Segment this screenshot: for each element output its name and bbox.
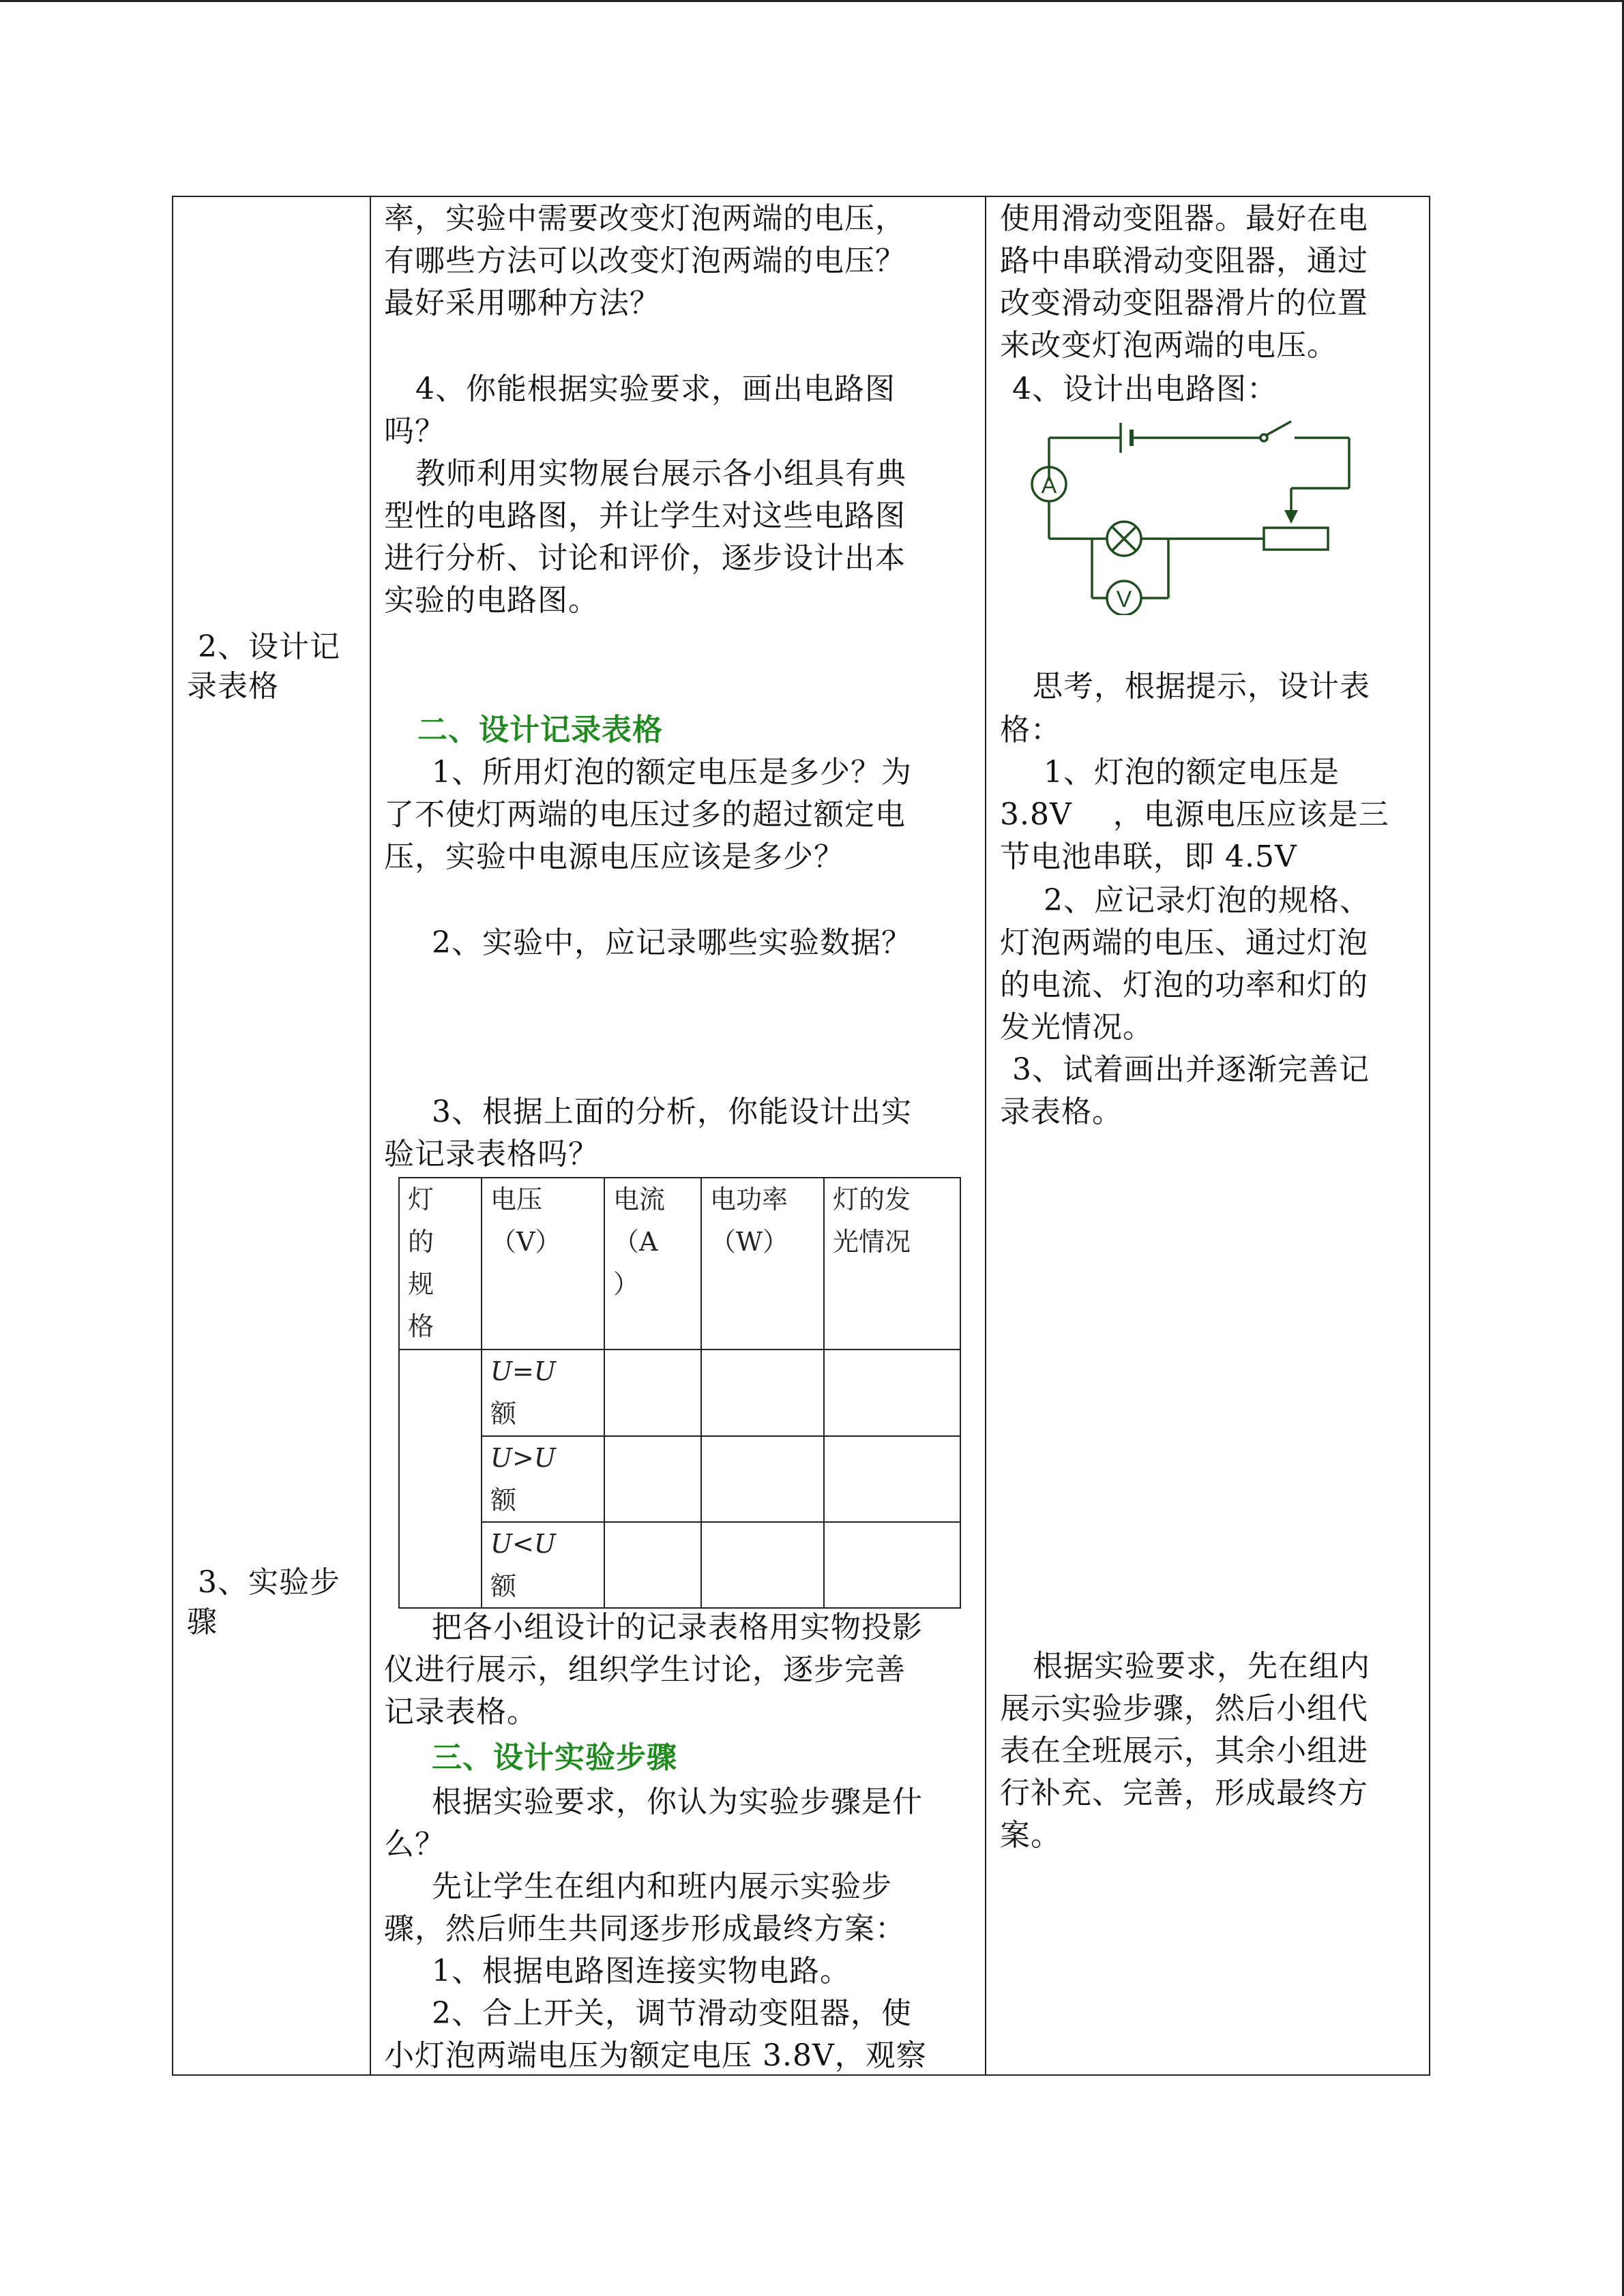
condition-cell xyxy=(482,1436,604,1522)
condition-text: 额 xyxy=(490,1570,517,1601)
stage-label-steps-cont: 骤 xyxy=(187,1605,218,1639)
think-line: 格： xyxy=(1000,713,1061,747)
answer-record-line: 发光情况。 xyxy=(1000,1010,1153,1045)
header-text: 电流 xyxy=(613,1184,666,1214)
teacher-show-line: 教师利用实物展台展示各小组具有典 xyxy=(415,456,906,491)
answer-4: 4、设计出电路图： xyxy=(1012,372,1278,406)
answer-table-line: 3、试着画出并逐渐完善记 xyxy=(1012,1052,1370,1087)
header-text: ） xyxy=(613,1269,640,1299)
section-title-design-steps: 三、设计实验步骤 xyxy=(432,1740,677,1775)
slider-arrow-icon xyxy=(1284,510,1298,524)
mid-text-line: 率，实验中需要改变灯泡两端的电压， xyxy=(384,201,906,236)
answer-rated-line: 节电池串联，即 4.5V xyxy=(1000,839,1297,874)
header-text: 光情况 xyxy=(833,1227,911,1257)
steps-intro-line: 骤，然后师生共同逐步形成最终方案： xyxy=(384,1911,906,1946)
voltmeter-label: V xyxy=(1116,586,1132,612)
question-rated-voltage-line: 1、所用灯泡的额定电压是多少？为 xyxy=(432,755,912,790)
header-text: 的 xyxy=(408,1227,434,1257)
page-border-top xyxy=(0,0,1624,2)
table-cell xyxy=(604,1436,701,1522)
condition-cell xyxy=(482,1350,604,1435)
header-lamp-spec xyxy=(399,1178,482,1350)
answer-record-line: 的电流、灯泡的功率和灯的 xyxy=(1000,968,1368,1002)
step-2-line: 2、合上开关，调节滑动变阻器，使 xyxy=(432,1996,912,2031)
table-cell xyxy=(701,1436,824,1522)
answer-steps-line: 展示实验步骤，然后小组代 xyxy=(1000,1691,1368,1726)
answer-line: 路中串联滑动变阻器，通过 xyxy=(1000,243,1368,278)
answer-steps-line: 案。 xyxy=(1000,1818,1061,1853)
table-cell xyxy=(604,1350,701,1435)
mid-text-line: 有哪些方法可以改变灯泡两端的电压？ xyxy=(384,243,906,278)
question-design-table-line: 3、根据上面的分析，你能设计出实 xyxy=(432,1094,912,1129)
condition-cell xyxy=(482,1522,604,1608)
header-power xyxy=(701,1178,824,1350)
think-line: 思考，根据提示，设计表 xyxy=(1033,669,1370,704)
condition-text: 额 xyxy=(490,1485,517,1515)
answer-line: 来改变灯泡两端的电压。 xyxy=(1000,328,1338,363)
condition-text: U<U xyxy=(490,1528,556,1559)
header-text: 灯 xyxy=(408,1184,434,1214)
condition-text: U>U xyxy=(490,1442,556,1473)
after-table-line: 仪进行展示，组织学生讨论，逐步完善 xyxy=(384,1652,906,1687)
teacher-show-line: 进行分析、讨论和评价，逐步设计出本 xyxy=(384,541,906,576)
switch-blade xyxy=(1265,421,1291,436)
answer-steps-line: 根据实验要求，先在组内 xyxy=(1033,1649,1370,1684)
rheostat xyxy=(1264,528,1328,550)
stage-column xyxy=(173,196,370,2075)
header-text: 电功率 xyxy=(710,1184,788,1214)
header-voltage xyxy=(482,1178,604,1350)
circuit-diagram xyxy=(1025,417,1366,615)
table-cell xyxy=(701,1350,824,1435)
answer-steps-line: 行补充、完善，形成最终方 xyxy=(1000,1776,1368,1810)
table-cell xyxy=(824,1436,960,1522)
table-cell xyxy=(604,1522,701,1608)
answer-line: 使用滑动变阻器。最好在电 xyxy=(1000,201,1368,236)
question-steps-line: 根据实验要求，你认为实验步骤是什 xyxy=(432,1785,923,1819)
teacher-show-line: 型性的电路图，并让学生对这些电路图 xyxy=(384,498,906,533)
question-rated-voltage-line: 了不使灯两端的电压过多的超过额定电 xyxy=(384,797,906,832)
step-1: 1、根据电路图连接实物电路。 xyxy=(432,1954,851,1988)
header-text: 规 xyxy=(408,1269,434,1299)
table-cell xyxy=(824,1522,960,1608)
steps-intro-line: 先让学生在组内和班内展示实验步 xyxy=(432,1869,892,1904)
header-brightness xyxy=(824,1178,960,1350)
step-2-line: 小灯泡两端电压为额定电压 3.8V，观察 xyxy=(384,2038,927,2073)
header-text: 格 xyxy=(408,1311,434,1341)
table-cell xyxy=(701,1522,824,1608)
header-text: （V） xyxy=(490,1227,561,1257)
stage-label-design-table: 2、设计记 xyxy=(198,629,340,664)
header-current xyxy=(604,1178,701,1350)
answer-line: 改变滑动变阻器滑片的位置 xyxy=(1000,286,1368,320)
header-text: （W） xyxy=(710,1227,789,1257)
header-text: 灯的发 xyxy=(833,1184,911,1214)
question-4-line: 吗？ xyxy=(384,414,445,449)
question-4-line: 4、你能根据实验要求，画出电路图 xyxy=(415,372,896,406)
section-title-design-table: 二、设计记录表格 xyxy=(417,713,663,747)
header-text: 电压 xyxy=(490,1184,543,1214)
header-text: （A xyxy=(613,1227,658,1257)
condition-text: 额 xyxy=(490,1399,517,1429)
answer-table-line: 录表格。 xyxy=(1000,1094,1123,1129)
question-rated-voltage-line: 压，实验中电源电压应该是多少？ xyxy=(384,839,844,874)
ammeter-label: A xyxy=(1041,473,1057,498)
answer-record-line: 灯泡两端的电压、通过灯泡 xyxy=(1000,925,1368,960)
lamp-spec-cell xyxy=(399,1350,482,1608)
experiment-record-table xyxy=(398,1177,961,1609)
after-table-line: 把各小组设计的记录表格用实物投影 xyxy=(432,1610,923,1645)
table-cell xyxy=(824,1350,960,1435)
answer-rated-line: 1、灯泡的额定电压是 xyxy=(1044,755,1340,790)
stage-label-design-table-cont: 录表格 xyxy=(187,669,279,704)
mid-text-line: 最好采用哪种方法？ xyxy=(384,286,660,320)
after-table-line: 记录表格。 xyxy=(384,1695,537,1729)
answer-rated-line: 3.8V ，电源电压应该是三 xyxy=(1000,797,1389,832)
stage-label-steps: 3、实验步 xyxy=(198,1565,340,1600)
question-steps-line: 么？ xyxy=(384,1827,445,1862)
answer-steps-line: 表在全班展示，其余小组进 xyxy=(1000,1733,1368,1768)
condition-text: U=U xyxy=(490,1356,556,1387)
question-record-data: 2、实验中，应记录哪些实验数据？ xyxy=(432,925,912,960)
question-design-table-line: 验记录表格吗？ xyxy=(384,1137,599,1172)
teacher-show-line: 实验的电路图。 xyxy=(384,583,599,618)
answer-record-line: 2、应记录灯泡的规格、 xyxy=(1044,883,1370,918)
